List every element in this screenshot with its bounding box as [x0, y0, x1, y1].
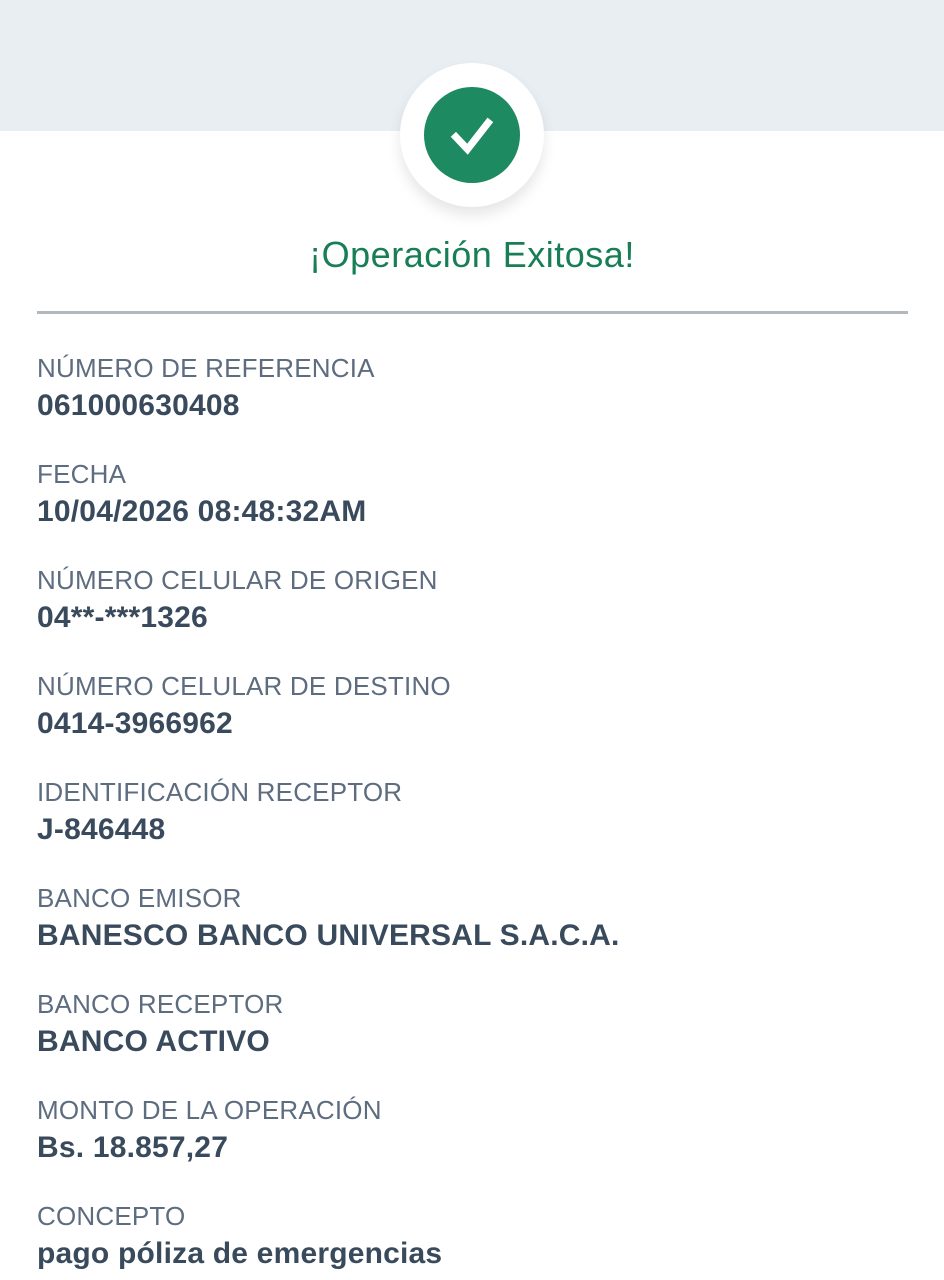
field-receiver-id [37, 776, 908, 848]
field-value: J-846448 [37, 813, 166, 846]
field-label: BANCO EMISOR [37, 883, 242, 913]
field-label: MONTO DE LA OPERACIÓN [37, 1095, 382, 1125]
field-value: BANCO ACTIVO [37, 1025, 270, 1058]
page-title: ¡Operación Exitosa! [309, 234, 635, 275]
field-value: pago póliza de emergencias [37, 1237, 443, 1270]
check-icon [441, 104, 503, 166]
field-destination-phone [37, 670, 908, 742]
success-badge [400, 63, 544, 207]
field-origin-phone [37, 564, 908, 636]
field-value: 061000630408 [37, 389, 240, 422]
field-amount [37, 1094, 908, 1166]
field-reference-number [37, 352, 908, 424]
field-label: IDENTIFICACIÓN RECEPTOR [37, 777, 403, 807]
field-label: NÚMERO CELULAR DE DESTINO [37, 671, 451, 701]
field-value: BANESCO BANCO UNIVERSAL S.A.C.A. [37, 919, 620, 952]
field-label: NÚMERO CELULAR DE ORIGEN [37, 565, 438, 595]
field-issuing-bank [37, 882, 908, 954]
field-date [37, 458, 908, 530]
success-badge-circle [424, 87, 520, 183]
field-receiving-bank [37, 988, 908, 1060]
field-value: Bs. 18.857,27 [37, 1131, 229, 1164]
field-label: CONCEPTO [37, 1201, 186, 1231]
receipt-fields [37, 352, 908, 1272]
field-label: NÚMERO DE REFERENCIA [37, 353, 375, 383]
field-label: FECHA [37, 459, 127, 489]
field-label: BANCO RECEPTOR [37, 989, 284, 1019]
field-value: 0414-3966962 [37, 707, 233, 740]
field-value: 10/04/2026 08:48:32AM [37, 495, 367, 528]
field-value: 04**-***1326 [37, 601, 208, 634]
divider [37, 311, 908, 314]
field-concept [37, 1200, 908, 1272]
